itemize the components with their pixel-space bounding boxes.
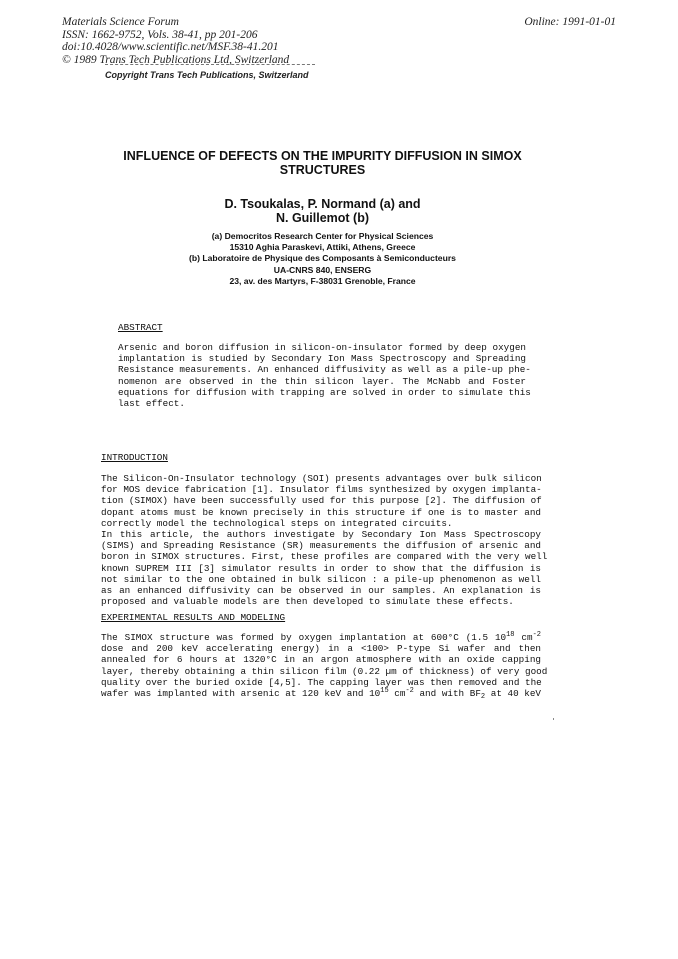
text-line: as an enhanced diffusivity can be observed in our samples. An explanation is [101, 585, 541, 597]
text-line: Arsenic and boron diffusion in silicon-on-insulator formed by deep oxygen [118, 342, 526, 353]
copyright-notice: Copyright Trans Tech Publications, Switzerland [105, 70, 309, 80]
experimental-heading: EXPERIMENTAL RESULTS AND MODELING [101, 612, 286, 623]
affiliation-line: (a) Democritos Research Center for Physical Sciences [211, 231, 434, 241]
journal-name: Materials Science Forum [62, 16, 179, 28]
text-line: In this article, the authors investigate by Secondary Ion Mass Spectroscopy [101, 529, 541, 541]
paper-title: INFLUENCE OF DEFECTS ON THE IMPURITY DIFFUSION IN SIMOX STRUCTURES [123, 149, 522, 177]
doi-line: doi:10.4028/www.scientific.net/MSF.38-41.201 [62, 41, 279, 53]
text-line: known SUPREM III [3] simulator results in order to show that the diffusion is [101, 562, 541, 574]
authors-line-1: D. Tsoukalas, P. Normand (a) and [224, 197, 421, 211]
text-line: dopant atoms must be known precisely in this structure if one is to master and [101, 506, 541, 518]
experimental-body [101, 631, 548, 702]
text-line: layer, thereby obtaining a thin silicon film (0.22 µm of thickness) of very good [101, 665, 548, 677]
text-line: last effect. [118, 398, 185, 410]
issn-line: ISSN: 1662-9752, Vols. 38-41, pp 201-206 [62, 28, 258, 41]
journal-header [62, 16, 289, 66]
text-line: tion (SIMOX) have been successfully used for this purpose [2]. The diffusion of [101, 495, 542, 507]
text-line: dose and 200 keV accelerating energy) in a <100> P-type Si wafer and then [101, 643, 541, 655]
affiliation-line: UA-CNRS 840, ENSERG [273, 264, 372, 275]
abstract-heading: ABSTRACT [118, 322, 163, 333]
text-line: implantation is studied by Secondary Ion Mass Spectroscopy and Spreading [118, 353, 526, 365]
publisher-line: © 1989 Trans Tech Publications Ltd, Switzerland [62, 53, 290, 66]
affiliation-line: 23, av. des Martyrs, F-38031 Grenoble, France [229, 275, 416, 286]
text-line: not similar to the one obtained in bulk silicon : a pile-up phenomenon as well [101, 573, 541, 585]
text-line: for MOS device fabrication [1]. Insulator films synthesized by oxygen implanta- [101, 484, 542, 496]
text-line: (SIMS) and Spreading Resistance (SR) measurements the diffusion of arsenic and [101, 540, 541, 552]
affiliation-line: 15310 Aghia Paraskevi, Attiki, Athens, Greece [229, 242, 416, 253]
text-line: The SIMOX structure was formed by oxygen implantation at 600°C (1.5 $10^{18}$ $cm^{-2}$ [101, 631, 541, 643]
text-line: The Silicon-On-Insulator technology (SOI) presents advantages over bulk silicon [101, 473, 542, 484]
text-line: proposed and valuable models are then developed to simulate these effects. [101, 596, 514, 608]
text-line: Resistance measurements. An enhanced diffusivity as well as a pile-up phe- [118, 364, 531, 376]
abstract-body [118, 342, 531, 410]
online-date: Online: 1991-01-01 [524, 16, 616, 28]
affiliation-line: (b) Laboratoire de Physique des Composants à Semiconducteurs [189, 253, 456, 264]
scan-speck [553, 718, 554, 720]
authors-line-2: N. Guillemot (b) [275, 211, 370, 225]
text-line: nomenon are observed in the thin silicon layer. The McNabb and Foster [118, 375, 526, 387]
introduction-heading: INTRODUCTION [101, 452, 168, 463]
text-line: equations for diffusion with trapping are solved in order to simulate this [118, 386, 531, 398]
divider [105, 64, 315, 66]
text-line: boron in SIMOX structures. First, these profiles are compared with the very well [101, 551, 548, 563]
text-line: quality over the buried oxide [4,5]. The capping layer was then removed and the [101, 676, 542, 688]
text-line: wafer was implanted with arsenic at 120 keV and $10^{15}$ $cm^{-2}$ and with $BF_2$ at 40 keV [101, 687, 542, 702]
text-line: correctly model the technological steps on integrated circuits. [101, 517, 453, 529]
text-line: annealed for 6 hours at 1320°C in an argon atmosphere with an oxide capping [101, 654, 541, 666]
introduction-body [101, 473, 548, 608]
authors [100, 197, 545, 225]
title-block [100, 150, 545, 287]
